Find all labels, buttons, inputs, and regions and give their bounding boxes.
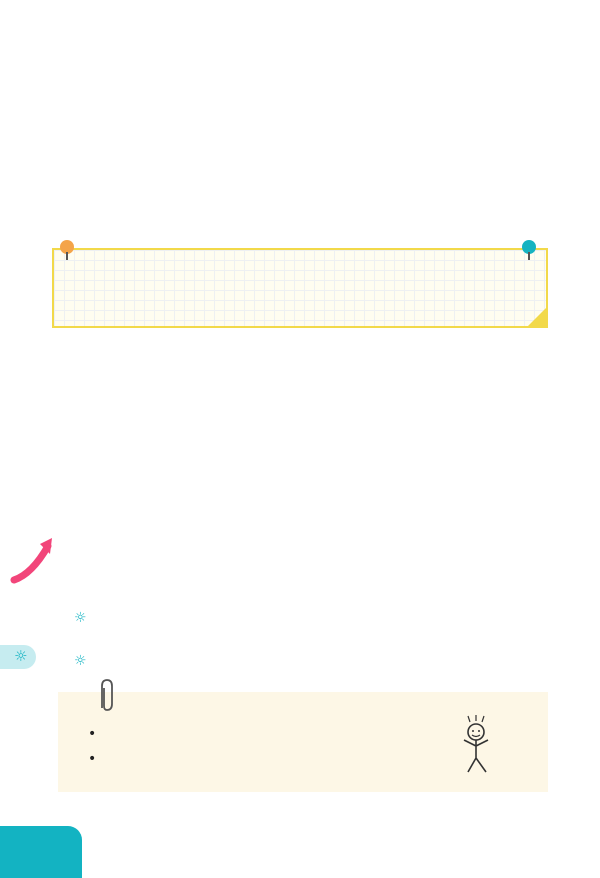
note-card [58,692,548,792]
list-item [88,747,106,772]
stick-figure-icon [454,714,498,776]
list-item [88,722,106,747]
side-tab-marker [0,645,36,669]
pin-icon [60,240,74,254]
top-dot-border [8,10,592,18]
page-number-box [0,826,82,878]
folded-corner [526,306,548,328]
bottom-dash-border [0,817,600,820]
sun-icon: ☼ [74,610,87,626]
arrow-icon [10,528,54,588]
pin-icon [522,240,536,254]
sun-icon: ☼ [74,653,87,669]
paperclip-icon [96,678,116,714]
definition-box [52,248,548,328]
sun-icon: ☼ [14,647,28,665]
ideas-list [88,722,106,772]
